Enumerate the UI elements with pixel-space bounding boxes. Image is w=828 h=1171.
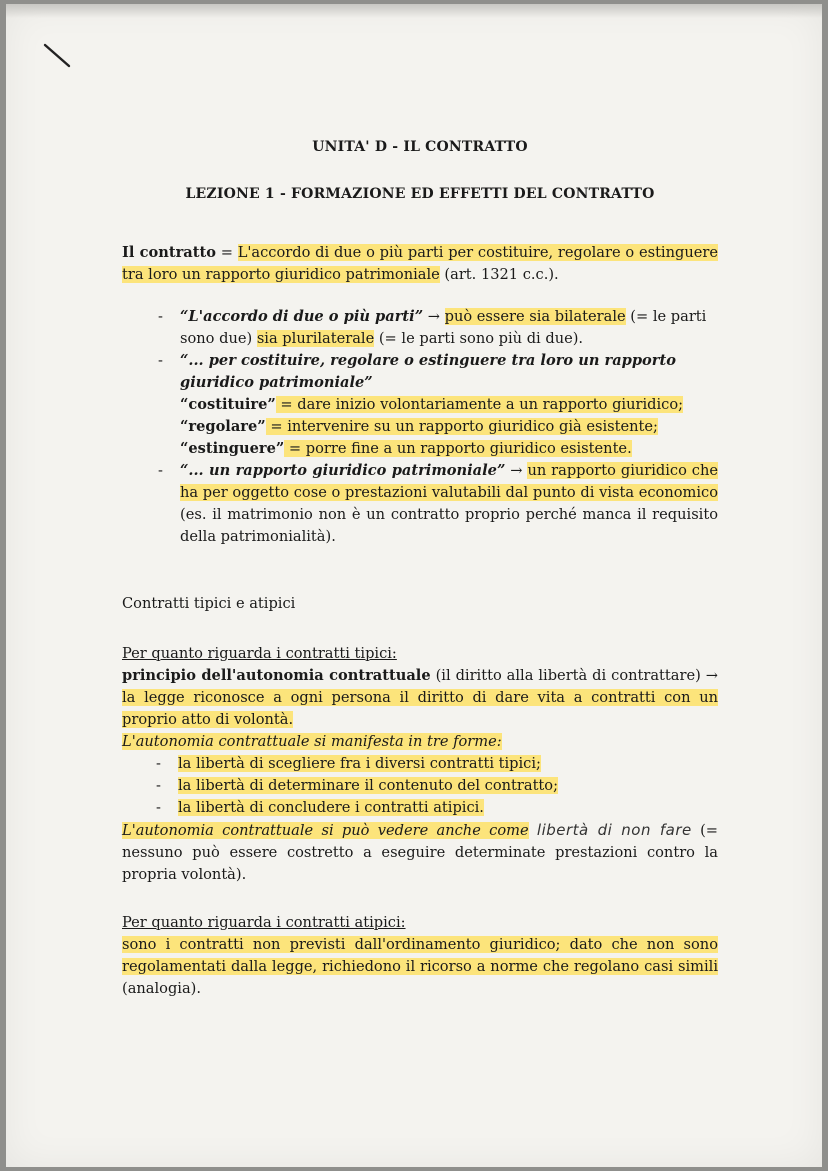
bilaterale-text: può essere sia bilaterale [444,308,626,325]
bilaterale-note: (= le parti sono due) [180,308,707,347]
arrow: → [505,462,528,479]
atipici-explanation: sono i contratti non previsti dall'ordinamento giuridico; dato che non sono regolamentati dalla legge, richiedono il ricorso a norme che regolano casi simili [122,936,718,975]
page-subtitle: LEZIONE 1 - FORMAZIONE ED EFFETTI DEL CONTRATTO [185,186,655,202]
plurilaterale-note: (= le parti sono più di due). [374,330,584,347]
autonomy-also [122,819,718,886]
arrow: → [423,308,445,325]
also-intro: L'autonomia contrattuale si può vedere anche come [122,822,529,839]
tipici-heading: Per quanto riguarda i contratti tipici: [122,645,397,662]
list-item [178,753,718,775]
principle-note: (il diritto alla libertà di contrattare) [430,667,701,684]
patrimoniale-example: (es. il matrimonio non è un contratto proprio perché manca il requisito della patrimonialità). [180,506,718,545]
autonomy-principle [122,665,718,731]
definition-reference: (art. 1321 c.c.). [439,266,559,283]
principle-name: principio dell'autonomia contrattuale [122,667,431,684]
forms-intro: L'autonomia contrattuale si manifesta in tre forme: [122,733,502,750]
patrimoniale-definition: un rapporto giuridico che ha per oggetto cose o prestazioni valutabili dal punto di vista economico [180,462,718,501]
section-title: Contratti tipici e atipici [122,595,296,612]
list-item [180,350,718,460]
list-item [180,460,718,548]
form-item: la libertà di determinare il contenuto del contratto; [178,777,559,794]
term-estinguere: “estinguere” [180,440,285,457]
definition-term: Il contratto [122,244,216,261]
paper-sheet [6,4,822,1167]
handwritten-note: libertà di non fare [536,821,692,839]
regolare-definition: = intervenire su un rapporto giuridico già esistente; [265,418,658,435]
list-item [178,775,718,797]
also-explanation: (= nessuno può essere costretto a eseguire determinate prestazioni contro la propria volontà). [122,822,719,883]
atipici-analogy: (analogia). [122,980,201,997]
principle-explanation: la legge riconosce a ogni persona il diritto di dare vita a contratti con un proprio atto di volontà. [122,689,718,728]
form-item: la libertà di scegliere fra i diversi contratti tipici; [178,755,541,772]
autonomy-forms-list [122,753,718,819]
form-item: la libertà di concludere i contratti atipici. [178,799,484,816]
quote-parti: “L'accordo di due o più parti” [180,308,424,325]
atipici-text [122,934,718,1000]
list-item [178,797,718,819]
definition-breakdown-list [122,306,718,548]
pen-stroke-mark [42,42,82,72]
atipici-heading: Per quanto riguarda i contratti atipici: [122,914,406,931]
quote-scopo: “... per costituire, regolare o estinguere tra loro un rapporto giuridico patrimoniale” [180,352,676,391]
term-costituire: “costituire” [180,396,276,413]
document-body [122,136,718,1000]
page-title: UNITA' D - IL CONTRATTO [312,139,528,155]
definition-text: L'accordo di due o più parti per costituire, regolare o estinguere tra loro un rapporto giuridico patrimoniale [122,244,718,283]
list-item [180,306,718,350]
quote-patrimoniale: “... un rapporto giuridico patrimoniale” [180,462,506,479]
arrow: → [705,667,718,684]
estinguere-definition: = porre fine a un rapporto giuridico esistente. [284,440,632,457]
contract-definition [122,242,718,286]
scan-shadow [6,4,822,18]
costituire-definition: = dare inizio volontariamente a un rapporto giuridico; [275,396,684,413]
plurilaterale-text: sia plurilaterale [256,330,375,347]
term-regolare: “regolare” [180,418,266,435]
definition-equals: = [215,244,238,261]
